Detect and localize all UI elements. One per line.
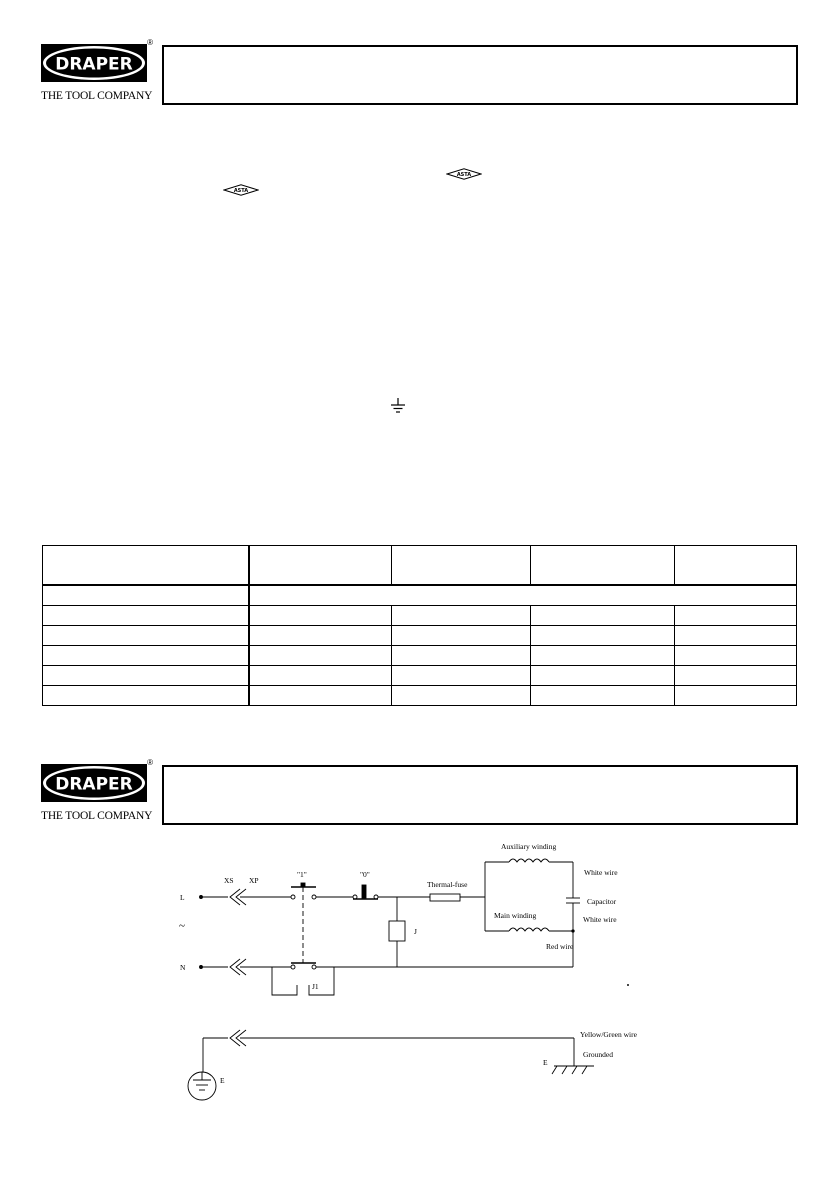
registered-mark: ® — [147, 758, 153, 767]
logo-caption: THE TOOL COMPANY — [41, 810, 153, 822]
label-earth: E — [220, 1076, 225, 1085]
label-on-switch: "1" — [297, 870, 307, 879]
label-thermal-fuse: Thermal-fuse — [427, 880, 468, 889]
label-socket: XS — [224, 876, 234, 885]
label-main-winding: Main winding — [494, 911, 537, 920]
label-red-wire: Red wire — [546, 942, 574, 951]
label-relay-contact: J1 — [312, 982, 319, 991]
svg-text:ASTA: ASTA — [233, 188, 249, 194]
label-plug: XP — [249, 876, 259, 885]
svg-text:DRAPER: DRAPER — [55, 774, 133, 795]
label-relay-coil: J — [414, 927, 417, 936]
label-line: L — [180, 893, 185, 902]
label-ac: ~ — [179, 920, 185, 932]
svg-text:ASTA: ASTA — [456, 172, 472, 178]
label-neutral: N — [180, 963, 186, 972]
label-auxiliary-winding: Auxiliary winding — [501, 842, 557, 851]
registered-mark: ® — [147, 38, 153, 47]
svg-text:DRAPER: DRAPER — [55, 54, 133, 75]
label-capacitor: Capacitor — [587, 897, 617, 906]
label-earth: E — [543, 1058, 548, 1067]
label-yellow-green-wire: Yellow/Green wire — [580, 1030, 637, 1039]
label-white-wire: White wire — [583, 915, 617, 924]
label-grounded: Grounded — [583, 1050, 613, 1059]
logo-caption: THE TOOL COMPANY — [41, 90, 153, 102]
label-off-switch: "0" — [360, 870, 370, 879]
label-white-wire: White wire — [584, 868, 618, 877]
